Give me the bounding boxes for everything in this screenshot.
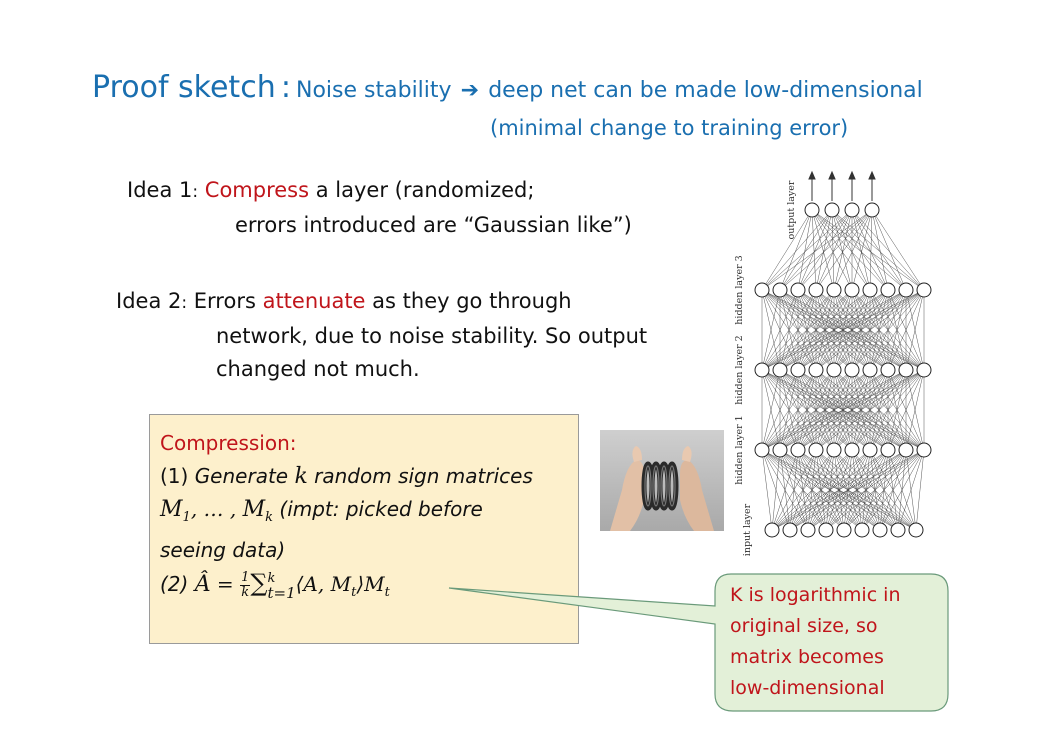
network-node [845, 283, 859, 297]
idea-2-line-2: network, due to noise stability. So output [216, 324, 648, 348]
title-claim: deep net can be made low-dimensional [488, 78, 923, 103]
network-node [917, 283, 931, 297]
layer-label: hidden layer 1 [734, 415, 745, 485]
impt-note: (impt: picked before [273, 497, 483, 521]
network-edge [872, 210, 906, 290]
spring-photo [600, 430, 724, 531]
compression-matrices [160, 493, 568, 534]
callout-line-2: original size, so [730, 615, 878, 637]
compression-line-3: seeing data) [160, 538, 286, 562]
matrix-mk-sub: k [265, 510, 274, 525]
network-node [765, 523, 779, 537]
hands-compressing-spring-image [600, 430, 724, 531]
step-1-text-b: random sign matrices [307, 464, 533, 488]
network-node [899, 283, 913, 297]
layer-label: hidden layer 3 [734, 255, 745, 325]
network-node [791, 363, 805, 377]
network-node [809, 443, 823, 457]
network-node [827, 443, 841, 457]
matrix-dots: , … , [190, 497, 243, 521]
step-1-number: (1) [160, 464, 195, 488]
network-node [891, 523, 905, 537]
network-node [881, 443, 895, 457]
network-node [881, 363, 895, 377]
network-node [755, 363, 769, 377]
layer-label: input layer [742, 503, 753, 557]
network-node [863, 283, 877, 297]
compression-heading: Compression: [160, 431, 297, 455]
title-separator: : [280, 70, 291, 105]
idea-1-text: a layer (randomized; [309, 178, 535, 202]
network-node [899, 443, 913, 457]
idea-1-colon: : [192, 182, 199, 202]
fraction-numerator: 1 [241, 570, 250, 585]
title-noise-stability: Noise stability [296, 78, 452, 103]
network-node [863, 363, 877, 377]
output-arrow-head [809, 172, 815, 179]
network-node [845, 363, 859, 377]
equals-sign: = [210, 572, 241, 596]
idea-2-text-b: as they go through [365, 289, 572, 313]
idea-2-line-3: changed not much. [216, 357, 420, 381]
network-edge [762, 210, 872, 290]
idea-2-text-a: Errors [187, 289, 263, 313]
idea-1-line-2: errors introduced are “Gaussian like”) [235, 213, 632, 237]
network-edge [870, 210, 872, 290]
callout-line-3: matrix becomes [730, 646, 884, 668]
matrix-m1: M [160, 497, 183, 522]
network-edge [832, 210, 834, 290]
tail-sub: t [384, 585, 390, 600]
right-arrow-icon: ➔ [460, 78, 480, 103]
title-main: Proof sketch [92, 70, 276, 105]
network-node [809, 363, 823, 377]
matrix-m1-sub: 1 [182, 510, 191, 525]
step-1-text-a: Generate [194, 464, 295, 488]
summation [250, 567, 267, 600]
network-node [845, 203, 859, 217]
network-edge [834, 210, 872, 290]
idea-1-prefix: Idea 1 [127, 178, 193, 202]
network-node [755, 443, 769, 457]
network-node [819, 523, 833, 537]
network-edge [812, 210, 924, 290]
network-node [917, 443, 931, 457]
network-edge [762, 450, 772, 530]
sum-lower-limit: t=1 [267, 583, 296, 602]
layer-label: hidden layer 2 [734, 335, 745, 405]
slide-subtitle: (minimal change to training error) [490, 116, 849, 140]
network-edge [798, 210, 832, 290]
layer-label: output layer [786, 180, 797, 240]
network-node [825, 203, 839, 217]
network-node [827, 363, 841, 377]
callout-text [730, 580, 901, 704]
network-node [827, 283, 841, 297]
network-node [773, 283, 787, 297]
idea-2-keyword: attenuate [262, 289, 366, 313]
sum-sign: ∑ [250, 569, 268, 597]
network-node [791, 443, 805, 457]
inner-product: ⟨A, M [295, 572, 352, 596]
idea-1-keyword: Compress [204, 178, 310, 202]
neural-network-diagram [728, 168, 938, 558]
network-node [801, 523, 815, 537]
idea-1 [127, 174, 632, 242]
network-edge [798, 210, 812, 290]
idea-2-prefix: Idea 2 [116, 289, 182, 313]
compression-step-1 [160, 460, 568, 493]
network-node [909, 523, 923, 537]
network-edge [832, 210, 870, 290]
network-node [809, 283, 823, 297]
inner-sub: t [351, 585, 357, 600]
matrix-mk: M [242, 497, 266, 522]
network-node [899, 363, 913, 377]
network-node [773, 443, 787, 457]
network-node [881, 283, 895, 297]
network-edge [852, 210, 924, 290]
idea-2 [116, 285, 647, 386]
network-node [791, 283, 805, 297]
inner-close: ⟩M [356, 572, 385, 596]
network-node [863, 443, 877, 457]
fraction-denominator: k [241, 585, 250, 600]
step-2-number: (2) [160, 572, 195, 596]
slide-title [92, 70, 923, 105]
network-edge [852, 210, 888, 290]
network-node [917, 363, 931, 377]
step-1-k: k [294, 464, 308, 489]
fraction [240, 571, 250, 600]
output-arrow-head [829, 172, 835, 179]
callout-line-1: K is logarithmic in [730, 584, 901, 606]
network-node [755, 283, 769, 297]
output-arrow-head [849, 172, 855, 179]
network-node [873, 523, 887, 537]
network-node [855, 523, 869, 537]
network-node [865, 203, 879, 217]
callout-line-4: low-dimensional [730, 677, 885, 699]
network-node [783, 523, 797, 537]
sum-upper-limit: k [267, 570, 276, 586]
a-hat: Â [194, 572, 211, 597]
network-edge [812, 210, 888, 290]
network-node [845, 443, 859, 457]
output-arrow-head [869, 172, 875, 179]
network-node [837, 523, 851, 537]
network-node [773, 363, 787, 377]
network-node [805, 203, 819, 217]
idea-2-colon: : [181, 293, 188, 313]
network-svg [728, 168, 938, 558]
